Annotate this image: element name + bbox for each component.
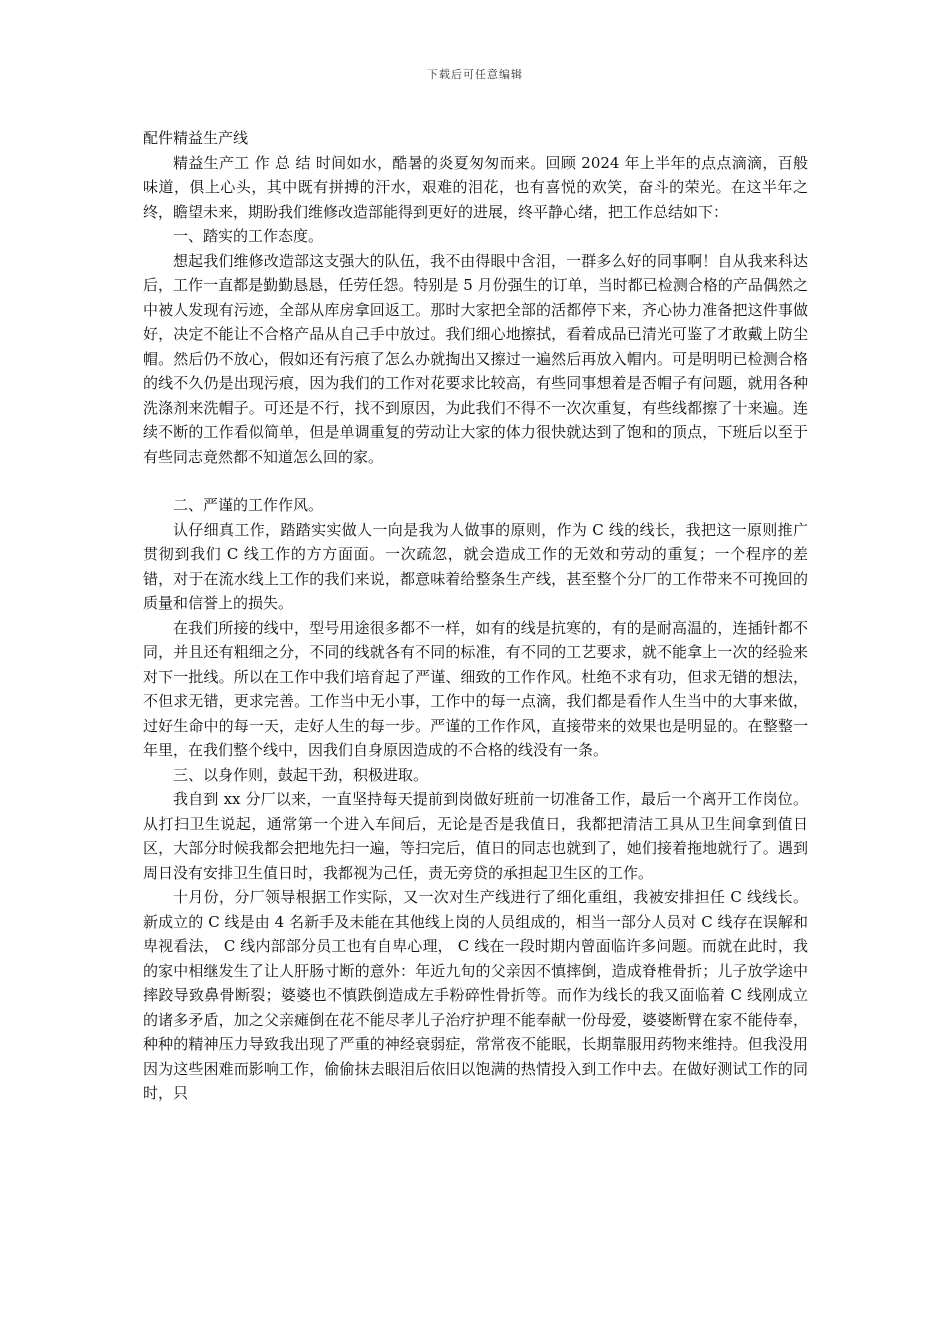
paragraph-spacer [143, 469, 808, 493]
section-3-heading: 三、以身作则，鼓起干劲，积极进取。 [173, 765, 429, 784]
section-3-paragraph-2: 十月份，分厂领导根据工作实际，又一次对生产线进行了细化重组，我被安排担任 C 线线长。新成立的 C 线是由 4 名新手及未能在其他线上岗的人员组成的，相当一部分人员对 C 线存在误解和卑视看法， C 线内部部分员工也有自卑心理， C 线在一段时期内曾面临许多问题。而就在此时，我的家中相继发生了让人肝肠寸断的意外：年近九旬的父亲因不慎摔倒，造成脊椎骨折；儿子放学途中摔跤导致鼻骨断裂；婆婆也不慎跌倒造成左手粉碎性骨折等。而作为线长的我又面临着 C 线刚成立的诸多矛盾，加之父亲瘫倒在花不能尽孝儿子治疗护理不能奉献一份母爱，婆婆断臂在家不能侍奉，种种的精神压力导致我出现了严重的神经衰弱症，常常夜不能眠，长期靠服用药物来维持。但我没用因为这些困难而影响工作，偷偷抹去眼泪后依旧以饱满的热情投入到工作中去。在做好测试工作的同时，只 [143, 888, 808, 1102]
section-1-heading: 一、踏实的工作态度。 [173, 227, 324, 245]
page-header: 下载后可任意编辑 [427, 68, 523, 81]
section-2-paragraph-1: 认仔细真工作，踏踏实实做人一向是我为人做事的原则，作为 C 线的线长，我把这一原则推广贯彻到我们 C 线工作的方方面面。一次疏忽，就会造成工作的无效和劳动的重复；一个程序的差错，对于在流水线上工作的我们来说，都意味着给整条生产线，甚至整个分厂的工作带来不可挽回的质量和信誉上的损失。 [143, 520, 808, 612]
section-2-heading: 二、严谨的工作作风。 [173, 496, 324, 514]
document-title: 配件精益生产线 [143, 129, 249, 147]
intro-paragraph: 精益生产工 作 总 结 时间如水，酷暑的炎夏匆匆而来。回顾 2024 年上半年的点点滴滴，百般味道，俱上心头，其中既有拼搏的汗水，艰难的泪花，也有喜悦的欢笑，奋斗的荣光。在这半年之终，瞻望未来，期盼我们维修改造部能得到更好的进展，终平静心绪，把工作总结如下： [143, 153, 808, 221]
section-2-paragraph-2: 在我们所接的线中，型号用途很多都不一样，如有的线是抗寒的，有的是耐高温的，连插针都不同，并且还有粗细之分，不同的线就各有不同的标准，有不同的工艺要求，就不能拿上一次的经验来对下一批线。所以在工作中我们培育起了严谨、细致的工作作风。杜绝不求有功，但求无错的想法，不但求无错，更求完善。工作当中无小事，工作中的每一点滴，我们都是看作人生当中的大事来做，过好生命中的每一天，走好人生的每一步。严谨的工作作风，直接带来的效果也是明显的。在整整一年里，在我们整个线中，因我们自身原因造成的不合格的线没有一条。 [143, 618, 808, 759]
document-body [143, 126, 808, 1106]
section-3-paragraph-1: 我自到 xx 分厂以来，一直坚持每天提前到岗做好班前一切准备工作，最后一个离开工作岗位。从打扫卫生说起，通常第一个进入车间后，无论是否是我值日，我都把清洁工具从卫生间拿到值日区，大部分时候我都会把地先扫一遍，等扫完后，值日的同志也就到了，她们接着拖地就行了。遇到周日没有安排卫生值日时，我都视为己任，责无旁贷的承担起卫生区的工作。 [143, 790, 808, 882]
section-1-paragraph: 想起我们维修改造部这支强大的队伍，我不由得眼中含泪，一群多么好的同事啊！自从我来科达后，工作一直都是勤勤恳恳，任劳任怨。特别是 5 月份强生的订单，当时都已检测合格的产品偶然之中被人发现有污迹，全部从库房拿回返工。那时大家把全部的活都停下来，齐心协力准备把这件事做好，决定不能让不合格产品从自己手中放过。我们细心地擦拭，看着成品已清光可鉴了才敢戴上防尘帽。然后仍不放心，假如还有污痕了怎么办就掏出又擦过一遍然后再放入帽内。可是明明已检测合格的线不久仍是出现污痕，因为我们的工作对花要求比较高，有些同事想着是否帽子有问题，就用各种洗涤剂来洗帽子。可还是不行，找不到原因，为此我们不得不一次次重复，有些线都擦了十来遍。连续不断的工作看似简单，但是单调重复的劳动让大家的体力很快就达到了饱和的顶点，下班后以至于有些同志竟然都不知道怎么回的家。 [143, 251, 808, 466]
